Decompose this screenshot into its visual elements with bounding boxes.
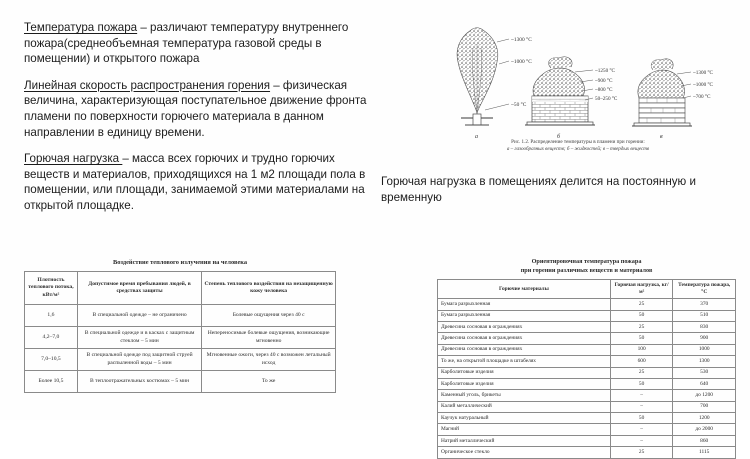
cell-fire-temperature: 530 bbox=[673, 367, 736, 378]
definitions-text-block bbox=[24, 20, 368, 225]
column-header-skin-effect: Степень теплового воздействия на незащищенную кожу человека bbox=[202, 272, 336, 305]
fire-temperature-table-title bbox=[437, 258, 736, 275]
column-header-fire-load: Горючая нагрузка, кг/м² bbox=[610, 280, 673, 299]
cell-density: 4,2–7,0 bbox=[25, 327, 78, 349]
cell-fire-temperature: 370 bbox=[673, 299, 736, 310]
figure-panel-c bbox=[632, 59, 714, 140]
cell-density: 1,6 bbox=[25, 305, 78, 327]
table-row bbox=[25, 349, 336, 371]
column-header-allowed-time: Допустимое время пребывания людей, в средствах защиты bbox=[77, 272, 201, 305]
table-row bbox=[438, 321, 736, 332]
cell-fire-load: 50 bbox=[610, 413, 673, 424]
cell-skin-effect: Болевые ощущения через 40 с bbox=[202, 305, 336, 327]
figure-label-b-3: ~800 °С bbox=[595, 87, 613, 93]
cell-material: Калий металлический bbox=[438, 401, 611, 412]
table-row bbox=[438, 378, 736, 389]
cell-fire-temperature: 1200 bbox=[673, 413, 736, 424]
cell-fire-temperature: 640 bbox=[673, 378, 736, 389]
figure-panel-a bbox=[457, 28, 532, 140]
cell-material: Бумага разрыхленная bbox=[438, 310, 611, 321]
cell-skin-effect: Мгновенные ожоги, через 40 с возможен летальный исход bbox=[202, 349, 336, 371]
table-row bbox=[438, 344, 736, 355]
thermal-radiation-table bbox=[24, 271, 336, 393]
definition-body: – различают температуру внутреннего пожара(среднеобъемная температура газовой среды в помещении) и открытого пожара bbox=[24, 21, 349, 66]
cell-fire-load: – bbox=[610, 401, 673, 412]
cell-fire-load: – bbox=[610, 424, 673, 435]
figure-label-b-1: ~1250 °С bbox=[595, 68, 616, 74]
cell-material: Древесина сосновая в ограждениях bbox=[438, 333, 611, 344]
table-row bbox=[438, 333, 736, 344]
definition-term: Температура пожара bbox=[24, 21, 138, 34]
cell-fire-load: – bbox=[610, 390, 673, 401]
figure-caption bbox=[428, 139, 728, 153]
thermal-radiation-table-block bbox=[24, 258, 336, 393]
definition-paragraph bbox=[24, 20, 368, 67]
fire-temperature-title-line-2: при горении различных веществ и материалов bbox=[520, 266, 653, 274]
cell-material: Древесина сосновая в ограждениях bbox=[438, 321, 611, 332]
figure-label-c-3: ~700 °С bbox=[693, 94, 711, 100]
definition-body: – масса всех горючих и трудно горючих веществ и материалов, приходящихся на 1 м2 площади пола в помещении, или площади, занимаемой этими материалами на открытой площадке. bbox=[24, 152, 366, 212]
definition-paragraph bbox=[24, 151, 368, 213]
figure-panel-b bbox=[525, 57, 618, 140]
table-row bbox=[438, 424, 736, 435]
cell-fire-load: 50 bbox=[610, 378, 673, 389]
cell-fire-temperature: до 1200 bbox=[673, 390, 736, 401]
table-row bbox=[438, 413, 736, 424]
cell-material: То же, на открытой площадке в штабелях bbox=[438, 356, 611, 367]
table-header-row bbox=[25, 272, 336, 305]
cell-fire-load: – bbox=[610, 435, 673, 446]
cell-fire-temperature: 700 bbox=[673, 401, 736, 412]
figure-panel-label-c: в bbox=[660, 134, 663, 140]
fire-temperature-table-body bbox=[438, 299, 736, 458]
cell-fire-temperature: до 2000 bbox=[673, 424, 736, 435]
table-row bbox=[438, 390, 736, 401]
cell-material: Каучук натуральный bbox=[438, 413, 611, 424]
table-row bbox=[438, 401, 736, 412]
cell-material: Магний bbox=[438, 424, 611, 435]
table-row bbox=[438, 435, 736, 446]
cell-fire-temperature: 510 bbox=[673, 310, 736, 321]
cell-material: Карболитовые изделия bbox=[438, 378, 611, 389]
table-row bbox=[25, 371, 336, 393]
fire-temperature-title-line-1: Ориентировочная температура пожара bbox=[531, 258, 642, 265]
figure-label-b-2: ~900 °С bbox=[595, 78, 613, 84]
cell-fire-temperature: 1300 bbox=[673, 356, 736, 367]
cell-fire-temperature: 830 bbox=[673, 321, 736, 332]
thermal-radiation-table-title: Воздействие теплового излучения на человека bbox=[112, 259, 248, 266]
cell-material: Карболитовые изделия bbox=[438, 367, 611, 378]
cell-material: Натрий металлический bbox=[438, 435, 611, 446]
cell-fire-load: 25 bbox=[610, 321, 673, 332]
fire-temperature-table bbox=[437, 279, 736, 458]
cell-skin-effect: Непереносимые болевые ощущения, возникающие мгновенно bbox=[202, 327, 336, 349]
fire-load-note: Горючая нагрузка в помещениях делится на постоянную и временную bbox=[381, 175, 696, 204]
cell-density: 7,0–10,5 bbox=[25, 349, 78, 371]
cell-fire-temperature: 860 bbox=[673, 435, 736, 446]
figure-label-b-4: 50–250 °С bbox=[595, 96, 618, 102]
cell-density: Более 10,5 bbox=[25, 371, 78, 393]
column-header-density: Плотность теплового потока, кВт/м² bbox=[25, 272, 78, 305]
column-header-fire-temperature: Температура пожара, °С bbox=[673, 280, 736, 299]
cell-fire-load: 25 bbox=[610, 367, 673, 378]
cell-fire-load: 50 bbox=[610, 333, 673, 344]
table-row bbox=[438, 447, 736, 458]
cell-fire-temperature: 900 bbox=[673, 333, 736, 344]
figure-label-c-2: ~1000 °С bbox=[693, 82, 714, 88]
figure-panel-label-b: б bbox=[557, 134, 561, 140]
table-row bbox=[25, 327, 336, 349]
figure-panel-label-a: а bbox=[475, 134, 478, 140]
figure-label-a-3: ~50 °С bbox=[511, 102, 527, 108]
table-row bbox=[438, 299, 736, 310]
cell-material: Древесина сосновая в ограждениях bbox=[438, 344, 611, 355]
cell-allowed-time: В теплоотражательных костюмах – 5 мин bbox=[77, 371, 201, 393]
definition-term: Горючая нагрузка bbox=[24, 152, 123, 166]
table-header-row bbox=[438, 280, 736, 299]
cell-allowed-time: В специальной одежде под защитной струей распыленной воды – 5 мин bbox=[77, 349, 201, 371]
cell-material: Органическое стекло bbox=[438, 447, 611, 458]
cell-material: Каменный уголь, брикеты bbox=[438, 390, 611, 401]
cell-fire-load: 25 bbox=[610, 447, 673, 458]
table-row bbox=[438, 367, 736, 378]
figure-caption-line-1: Рис. 1.2. Распределение температуры в пламени при горении: bbox=[511, 139, 645, 145]
cell-fire-temperature: 1000 bbox=[673, 344, 736, 355]
table-row bbox=[438, 356, 736, 367]
figure-label-a-1: ~1300 °С bbox=[511, 37, 532, 43]
cell-fire-temperature: 1115 bbox=[673, 447, 736, 458]
cell-allowed-time: В специальной одежде и в касках с защитным стеклом – 5 мин bbox=[77, 327, 201, 349]
table-row bbox=[438, 310, 736, 321]
figure-label-a-2: ~1000 °С bbox=[511, 59, 532, 65]
column-header-materials: Горючие материалы bbox=[438, 280, 611, 299]
definition-term: Линейная скорость распространения горения bbox=[24, 78, 271, 92]
table-row bbox=[25, 305, 336, 327]
definition-body: – физическая величина, характеризующая поступательное движение фронта пламени по поверхности горючего материала в данном направлении в единицу времени. bbox=[24, 78, 367, 139]
definition-paragraph bbox=[24, 78, 368, 140]
cell-fire-load: 25 bbox=[610, 299, 673, 310]
cell-fire-load: 600 bbox=[610, 356, 673, 367]
fire-temperature-table-block bbox=[437, 258, 736, 459]
figure-label-c-1: ~1300 °С bbox=[693, 70, 714, 76]
figure-caption-line-2: а – газообразных веществ; б – жидкостей; в – твердых веществ bbox=[506, 146, 650, 153]
cell-material: Бумага разрыхленная bbox=[438, 299, 611, 310]
cell-fire-load: 50 bbox=[610, 310, 673, 321]
cell-fire-load: 100 bbox=[610, 344, 673, 355]
cell-skin-effect: То же bbox=[202, 371, 336, 393]
cell-allowed-time: В специальной одежде – не ограничено bbox=[77, 305, 201, 327]
